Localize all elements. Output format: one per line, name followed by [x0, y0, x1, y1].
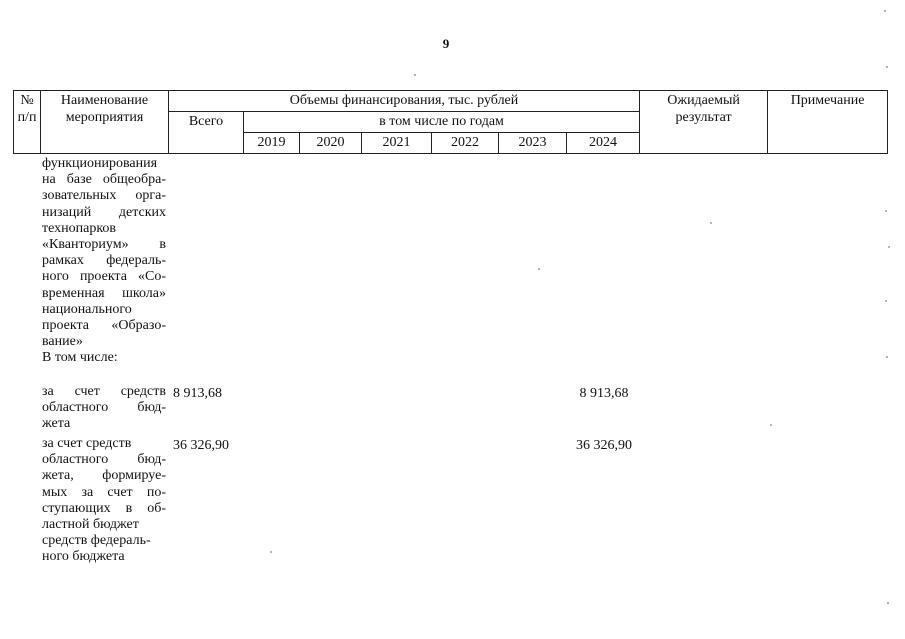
- row-name-line: национального: [42, 301, 132, 317]
- row-name-line: проекта «Образо-: [42, 318, 166, 334]
- header-funding: Объемы финансирования, тыс. рублей: [169, 91, 640, 112]
- row-2024-value: 8 913,68: [579, 386, 629, 401]
- row-name-line: жета, формируе-: [42, 468, 166, 484]
- row-name-line: «Кванториум» в: [42, 237, 166, 253]
- header-year-2023: 2023: [499, 133, 567, 154]
- scan-speck: [884, 10, 886, 12]
- row-name-line: рамках федераль-: [42, 253, 166, 269]
- header-note: Примечание: [768, 91, 888, 154]
- row-total-value: 8 913,68: [173, 386, 222, 401]
- scan-speck: [270, 551, 272, 553]
- row-name-line: жета: [42, 416, 71, 432]
- row-name-line: технопарков: [42, 220, 117, 236]
- row-name-line: ластной бюджет: [42, 517, 139, 533]
- row-name-line: мых за счет по-: [42, 484, 166, 500]
- header-year-2024: 2024: [567, 133, 640, 154]
- header-year-2020: 2020: [300, 133, 362, 154]
- row-name: [42, 384, 166, 433]
- header-year-2022: 2022: [432, 133, 499, 154]
- scan-speck: [770, 424, 772, 426]
- scan-speck: [414, 74, 416, 76]
- header-result: Ожидаемый результат: [640, 91, 768, 154]
- header-total: Всего: [169, 112, 244, 154]
- table-row: [13, 384, 887, 436]
- row-name-line: областного бюд-: [42, 400, 166, 416]
- row-name: [42, 436, 166, 566]
- row-name-line: средств федераль-: [42, 533, 151, 549]
- scan-speck: [886, 66, 888, 68]
- table-row: [13, 436, 887, 571]
- row-name-line: за счет средств: [42, 384, 166, 399]
- row-name-line: ступающих в об-: [42, 500, 166, 516]
- row-name-line: временная школа»: [42, 285, 166, 301]
- row-total-value: 36 326,90: [173, 438, 229, 453]
- header-name: Наименование мероприятия: [41, 91, 169, 154]
- header-num: № п/п: [14, 91, 41, 154]
- row-name-line: ного проекта «Со-: [42, 269, 166, 285]
- scan-speck: [887, 602, 889, 604]
- row-name-line: ного бюджета: [42, 549, 125, 565]
- scan-speck: [886, 356, 888, 358]
- row-name-line: низаций детских: [42, 204, 166, 220]
- table-row: [13, 156, 887, 384]
- scan-speck: [885, 210, 887, 212]
- table-body: [13, 156, 887, 571]
- scan-speck: [888, 246, 890, 248]
- scan-speck: [710, 222, 712, 224]
- row-name: [42, 156, 166, 367]
- row-name-line: за счет средств: [42, 436, 132, 451]
- header-by-years: в том числе по годам: [244, 112, 640, 133]
- scan-speck: [885, 300, 887, 302]
- header-year-2019: 2019: [244, 133, 300, 154]
- row-name-line: вание»: [42, 334, 83, 350]
- page-number: 9: [442, 36, 450, 51]
- table-header: [13, 90, 888, 154]
- row-name-line: функционирования: [42, 156, 158, 171]
- row-2024-value: 36 326,90: [576, 438, 632, 453]
- scan-speck: [538, 268, 540, 270]
- row-name-line: на базе общеобра-: [42, 172, 166, 188]
- row-name-line: зовательных орга-: [42, 188, 166, 204]
- header-year-2021: 2021: [362, 133, 432, 154]
- row-name-line: областного бюд-: [42, 452, 166, 468]
- row-name-line: В том числе:: [42, 350, 118, 366]
